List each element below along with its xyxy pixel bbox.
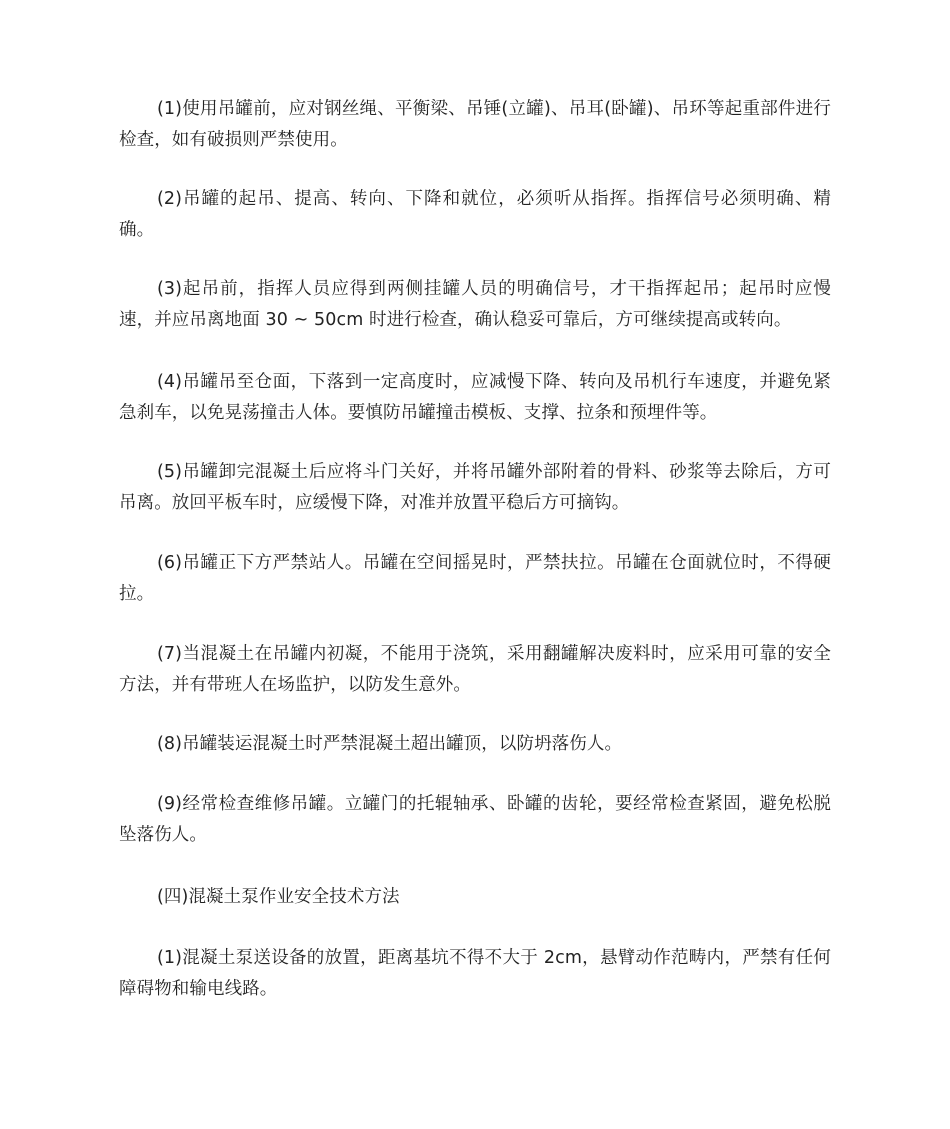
paragraph-4: (4)吊罐吊至仓面，下落到一定高度时，应减慢下降、转向及吊机行车速度，并避免紧急刹车，以免晃荡撞击人体。要慎防吊罐撞击模板、支撑、拉条和预埋件等。 xyxy=(119,372,831,423)
paragraph-2: (2)吊罐的起吊、提高、转向、下降和就位，必须听从指挥。指挥信号必须明确、精确。 xyxy=(119,189,831,240)
paragraph-1: (1)使用吊罐前，应对钢丝绳、平衡梁、吊锤(立罐)、吊耳(卧罐)、吊环等起重部件进行检查，如有破损则严禁使用。 xyxy=(119,99,831,150)
paragraph-7: (7)当混凝土在吊罐内初凝，不能用于浇筑，采用翻罐解决废料时，应采用可靠的安全方法，并有带班人在场监护，以防发生意外。 xyxy=(119,644,831,695)
paragraph-6: (6)吊罐正下方严禁站人。吊罐在空间摇晃时，严禁扶拉。吊罐在仓面就位时，不得硬拉。 xyxy=(119,553,831,604)
paragraph-9: (9)经常检查维修吊罐。立罐门的托辊轴承、卧罐的齿轮，要经常检查紧固，避免松脱坠落伤人。 xyxy=(119,794,831,845)
section-heading: (四)混凝土泵作业安全技术方法 xyxy=(157,887,400,907)
paragraph-3: (3)起吊前，指挥人员应得到两侧挂罐人员的明确信号，才干指挥起吊；起吊时应慢速，并应吊离地面 30 ~ 50cm 时进行检查，确认稳妥可靠后，方可继续提高或转向。 xyxy=(119,279,831,330)
paragraph-8: (8)吊罐装运混凝土时严禁混凝土超出罐顶，以防坍落伤人。 xyxy=(157,734,623,754)
paragraph-5: (5)吊罐卸完混凝土后应将斗门关好，并将吊罐外部附着的骨料、砂浆等去除后，方可吊离。放回平板车时，应缓慢下降，对准并放置平稳后方可摘钩。 xyxy=(119,462,831,513)
paragraph-10: (1)混凝土泵送设备的放置，距离基坑不得不大于 2cm，悬臂动作范畴内，严禁有任何障碍物和输电线路。 xyxy=(119,948,831,999)
